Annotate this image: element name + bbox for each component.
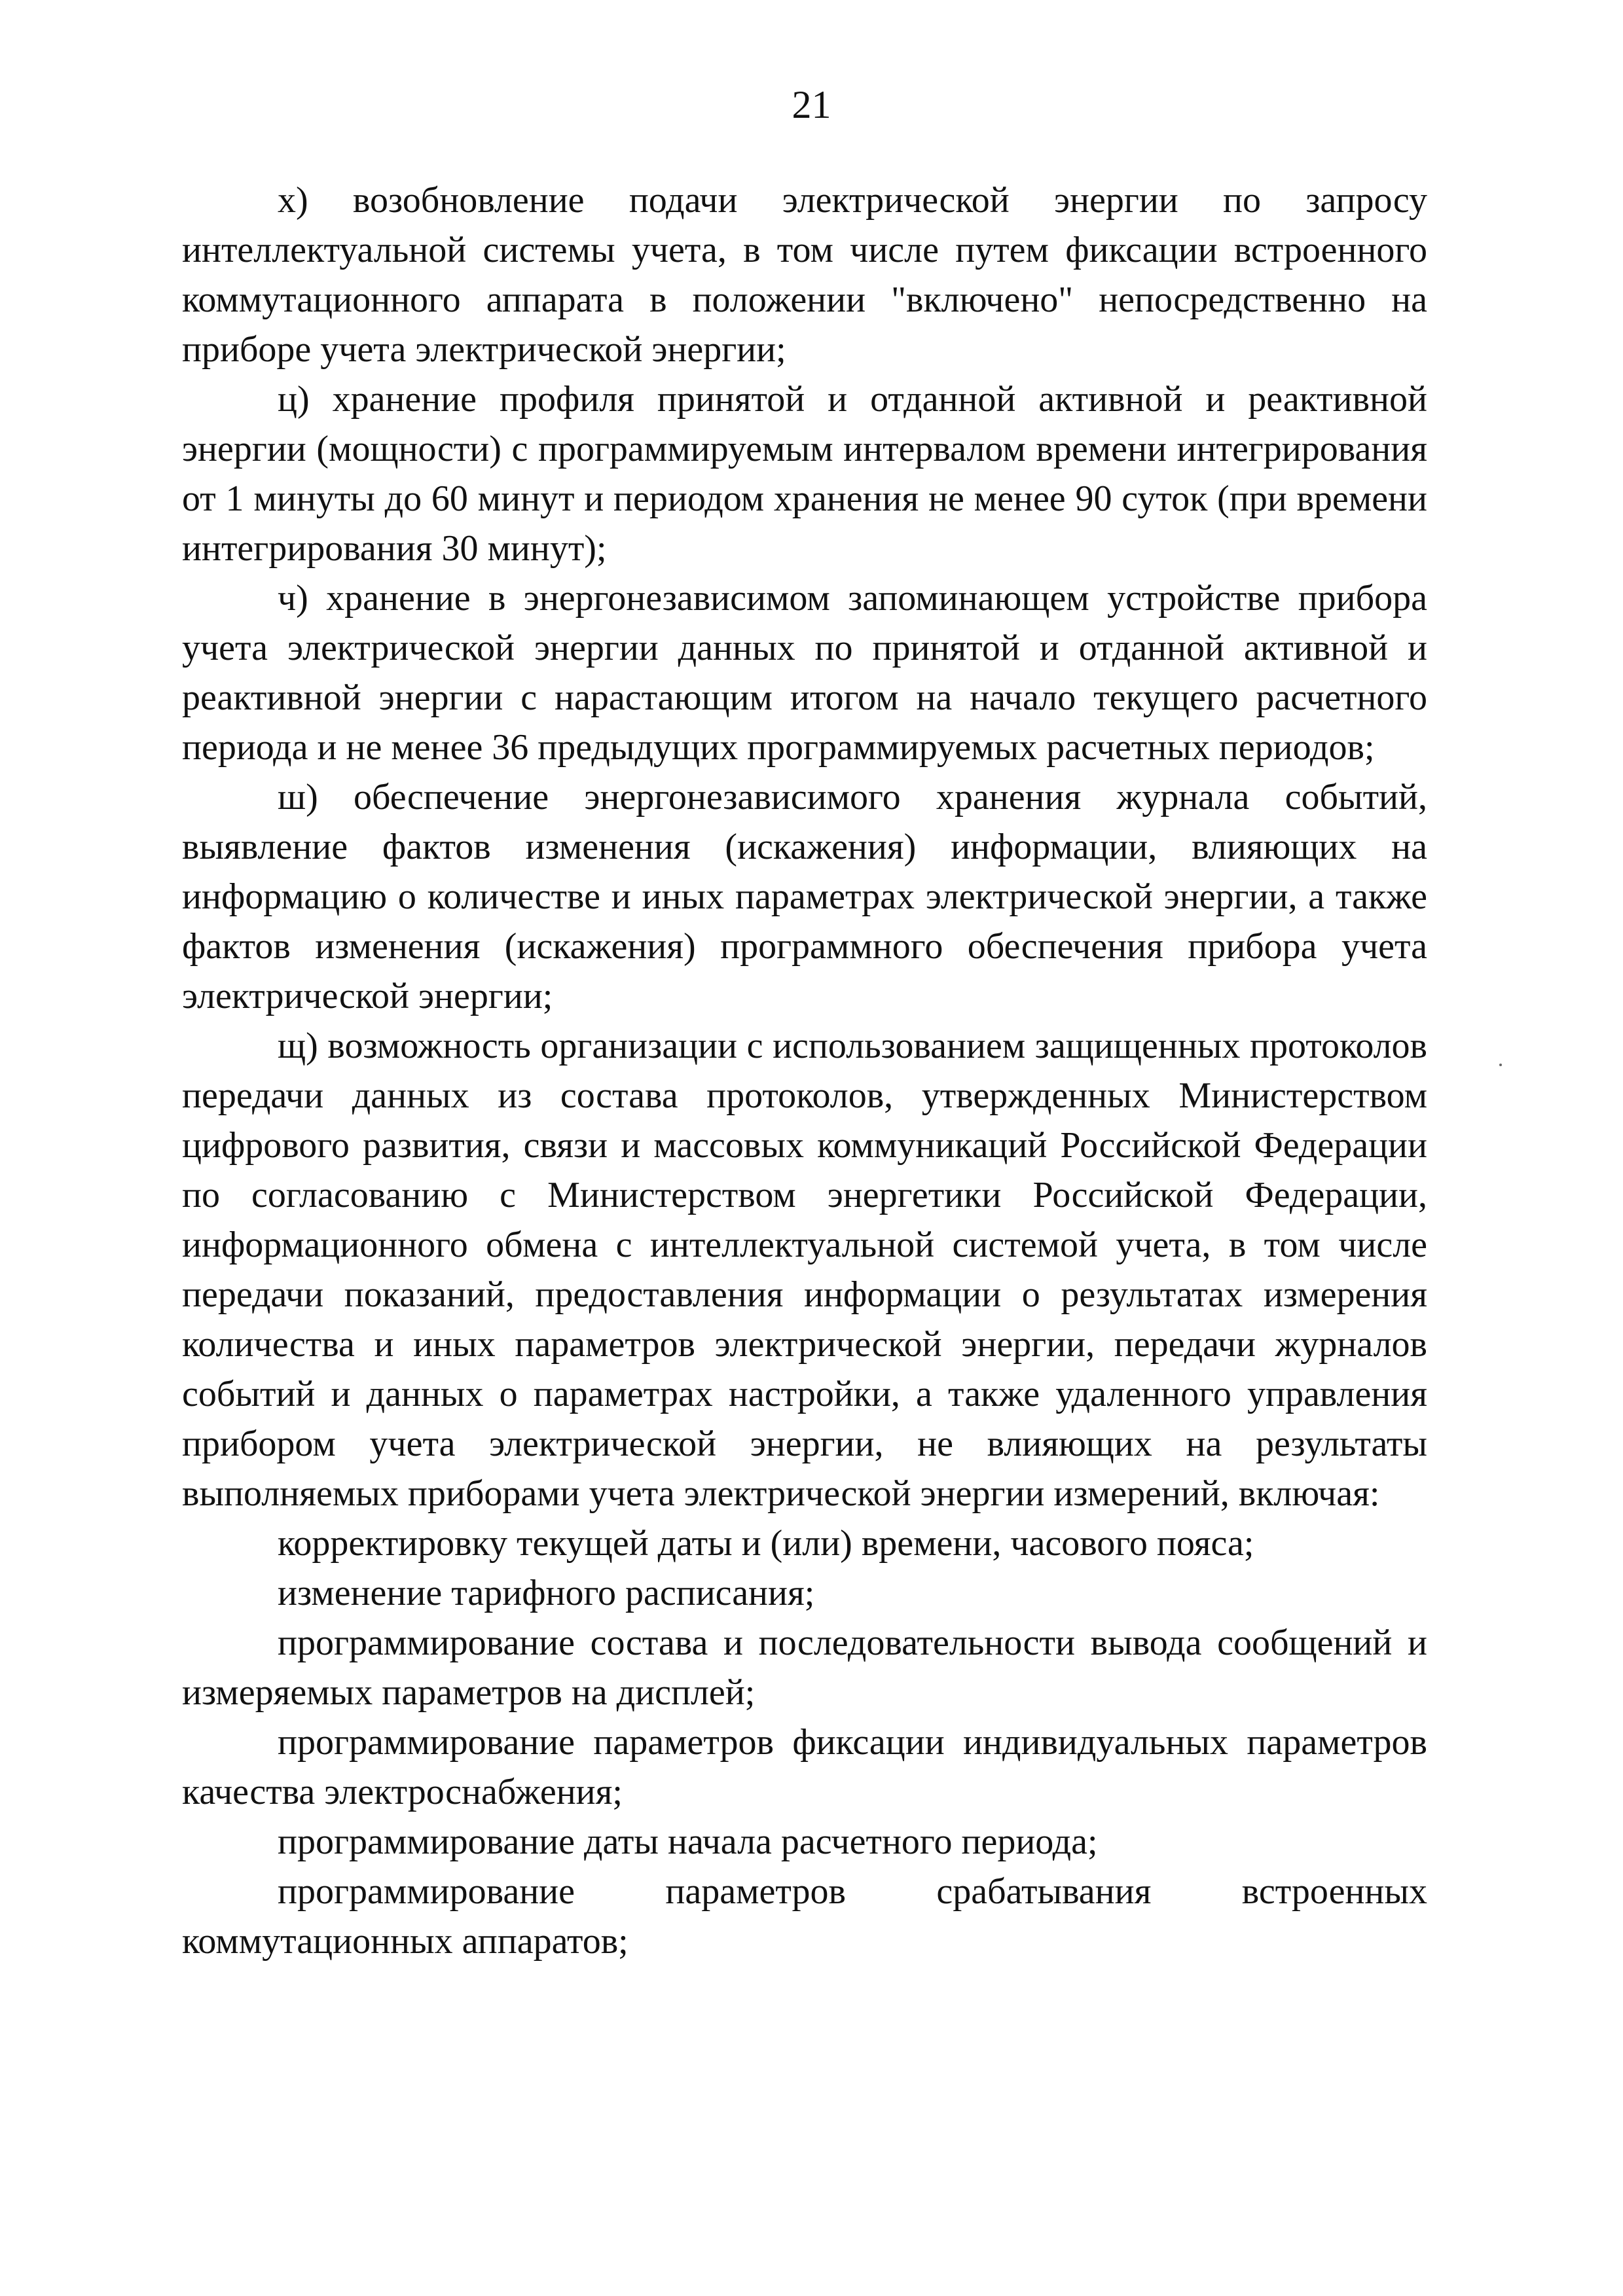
document-body bbox=[182, 175, 1427, 1966]
sub-item-display: программирование состава и последовательности вывода сообщений и измеряемых параметров на дисплей; bbox=[182, 1623, 1427, 1713]
sub-item-date-time: корректировку текущей даты и (или) времени, часового пояса; bbox=[278, 1523, 1254, 1564]
sub-item-quality: программирование параметров фиксации индивидуальных параметров качества электроснабжения; bbox=[182, 1722, 1427, 1812]
item-ch-paragraph: ч) хранение в энергонезависимом запоминающем устройстве прибора учета электрической энергии данных по принятой и отданной активной и реактивной энергии с нарастающим итогом на начало текущего расчетного периода и не менее 36 предыдущих программируемых расчетных периодов; bbox=[182, 578, 1427, 768]
sub-item-switching: программирование параметров срабатывания встроенных коммутационных аппаратов; bbox=[182, 1871, 1427, 1962]
item-sh-paragraph: ш) обеспечение энергонезависимого хранения журнала событий, выявление фактов изменения (искажения) информации, влияющих на информацию о количестве и иных параметрах электрической энергии, а также фактов изменения (искажения) программного обеспечения прибора учета электрической энергии; bbox=[182, 777, 1427, 1016]
item-shch-paragraph: щ) возможность организации с использованием защищенных протоколов передачи данных из состава протоколов, утвержденных Министерством цифрового развития, связи и массовых коммуникаций Российской Федерации по согласованию с Министерством энергетики Российской Федерации, информационного обмена с интеллектуальной системой учета, в том числе передачи показаний, предоставления информации о результатах измерения количества и иных параметров электрической энергии, передачи журналов событий и данных о параметрах настройки, а также удаленного управления прибором учета электрической энергии, не влияющих на результаты выполняемых приборами учета электрической энергии измерений, включая: bbox=[182, 1026, 1427, 1514]
page-number: 21 bbox=[792, 83, 831, 126]
item-ts-paragraph: ц) хранение профиля принятой и отданной активной и реактивной энергии (мощности) с программируемым интервалом времени интегрирования от 1 минуты до 60 минут и периодом хранения не менее 90 суток (при времени интегрирования 30 минут); bbox=[182, 379, 1427, 569]
scan-speck bbox=[1499, 1064, 1502, 1066]
item-kh-paragraph: х) возобновление подачи электрической энергии по запросу интеллектуальной системы учета, в том числе путем фиксации встроенного коммутационного аппарата в положении "включено" непосредственно на приборе учета электрической энергии; bbox=[182, 180, 1427, 370]
sub-item-tariff: изменение тарифного расписания; bbox=[278, 1573, 815, 1613]
sub-item-billing-date: программирование даты начала расчетного периода; bbox=[278, 1821, 1098, 1862]
